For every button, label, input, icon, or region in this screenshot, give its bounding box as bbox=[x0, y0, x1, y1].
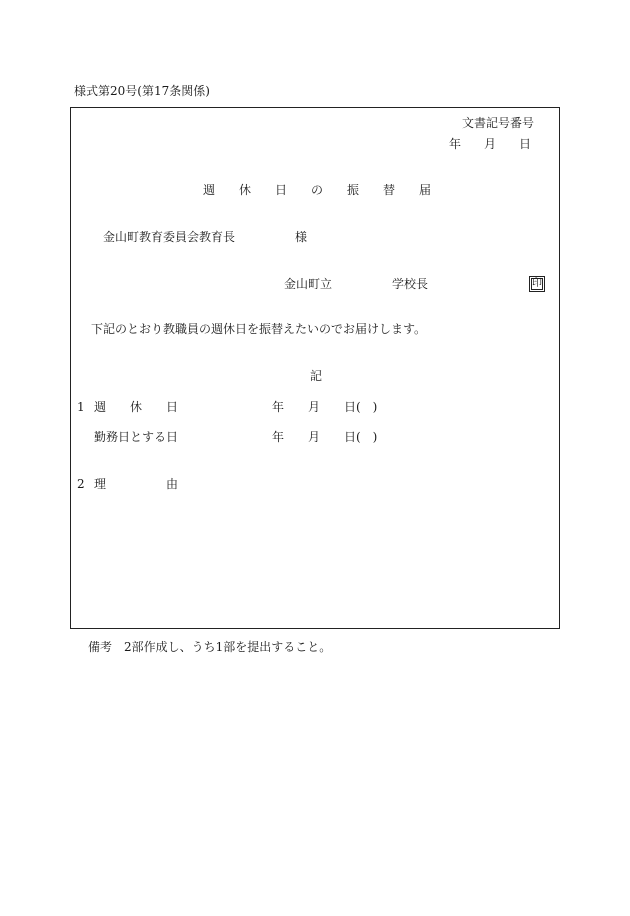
form-label: 様式第20号(第17条関係) bbox=[74, 84, 210, 98]
body-text: 下記のとおり教職員の週休日を振替えたいのでお届けします。 bbox=[91, 322, 427, 336]
item2-number: 2 bbox=[77, 477, 85, 491]
seal-stamp-box bbox=[529, 276, 545, 292]
work-day-label: 勤務日とする日 bbox=[94, 430, 179, 444]
date-month: 月 bbox=[484, 137, 497, 151]
item2-label: 理 由 bbox=[94, 477, 179, 491]
document-number-label: 文書記号番号 bbox=[462, 116, 535, 130]
ki-heading: 記 bbox=[310, 369, 323, 383]
item1-date: 年 月 日( ) bbox=[272, 400, 378, 414]
item1-number: 1 bbox=[77, 400, 85, 414]
seal-character: 印 bbox=[532, 278, 542, 289]
form-title: 週 休 日 の 振 替 届 bbox=[203, 183, 432, 197]
sender-school-principal: 金山町立 学校長 bbox=[284, 277, 429, 291]
date-day: 日 bbox=[519, 137, 532, 151]
remarks-note: 備考 2部作成し、うち1部を提出すること。 bbox=[88, 640, 332, 654]
work-day-date: 年 月 日( ) bbox=[272, 430, 378, 444]
item1-label: 週 休 日 bbox=[94, 400, 179, 414]
date-year: 年 bbox=[449, 137, 462, 151]
addressee: 金山町教育委員会教育長 様 bbox=[103, 230, 308, 244]
